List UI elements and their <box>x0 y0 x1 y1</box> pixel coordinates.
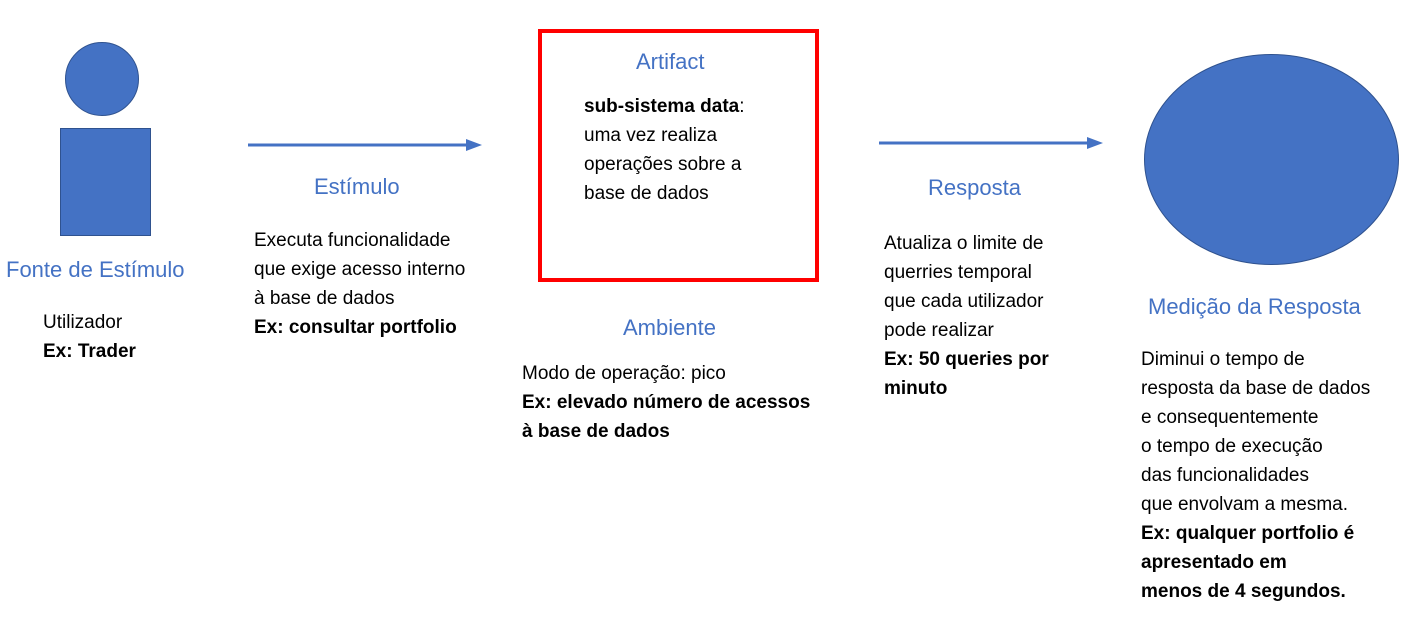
source-title: Fonte de Estímulo <box>6 257 185 282</box>
measure-ellipse <box>1144 54 1399 265</box>
stimulus-arrow <box>248 136 484 154</box>
artifact-line-0: uma vez realiza <box>584 125 718 146</box>
source-text <box>43 308 136 366</box>
source-line-0: Utilizador <box>43 312 123 333</box>
person-body-shape <box>60 128 151 236</box>
measure-line-1: resposta da base de dados <box>1141 378 1371 399</box>
response-line-1: querries temporal <box>884 262 1032 283</box>
response-line-4: Ex: 50 queries por <box>884 349 1049 370</box>
stimulus-line-1: que exige acesso interno <box>254 259 466 280</box>
response-line-3: pode realizar <box>884 320 994 341</box>
response-arrow <box>879 134 1105 152</box>
stimulus-line-0: Executa funcionalidade <box>254 230 451 251</box>
response-text <box>884 229 1049 403</box>
artifact-name: sub-sistema data <box>584 96 740 117</box>
environment-line-0: Modo de operação: pico <box>522 363 726 384</box>
artifact-name-suffix: : <box>739 96 745 117</box>
measure-line-0: Diminui o tempo de <box>1141 349 1305 370</box>
measure-line-4: das funcionalidades <box>1141 465 1309 486</box>
measure-line-8: menos de 4 segundos. <box>1141 581 1346 602</box>
artifact-line-1: operações sobre a <box>584 154 742 175</box>
environment-text <box>522 359 810 446</box>
measure-line-7: apresentado em <box>1141 552 1287 573</box>
stimulus-text <box>254 226 465 342</box>
measure-text <box>1141 345 1370 606</box>
response-line-5: minuto <box>884 378 948 399</box>
measure-title: Medição da Resposta <box>1148 294 1361 319</box>
person-head-shape <box>65 42 139 116</box>
environment-line-2: à base de dados <box>522 421 670 442</box>
environment-line-1: Ex: elevado número de acessos <box>522 392 811 413</box>
measure-line-3: o tempo de execução <box>1141 436 1323 457</box>
artifact-title: Artifact <box>636 49 705 74</box>
measure-line-2: e consequentemente <box>1141 407 1319 428</box>
stimulus-line-3: Ex: consultar portfolio <box>254 317 457 338</box>
stimulus-title: Estímulo <box>314 174 400 199</box>
artifact-text <box>584 92 745 208</box>
response-line-0: Atualiza o limite de <box>884 233 1044 254</box>
artifact-name-line <box>584 92 745 121</box>
response-line-2: que cada utilizador <box>884 291 1044 312</box>
response-title: Resposta <box>928 175 1021 200</box>
measure-line-5: que envolvam a mesma. <box>1141 494 1348 515</box>
stimulus-line-2: à base de dados <box>254 288 395 309</box>
measure-line-6: Ex: qualquer portfolio é <box>1141 523 1355 544</box>
environment-title: Ambiente <box>623 315 716 340</box>
source-line-1: Ex: Trader <box>43 341 136 362</box>
artifact-line-2: base de dados <box>584 183 709 204</box>
